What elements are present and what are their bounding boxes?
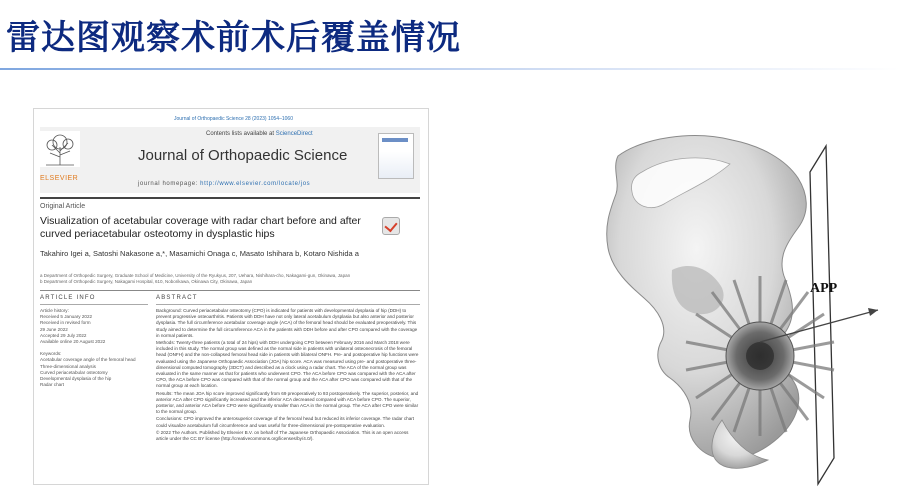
info-line: 29 June 2022 [40, 326, 68, 332]
sciencedirect-link[interactable]: ScienceDirect [275, 131, 313, 137]
info-line: Available online 20 August 2022 [40, 339, 106, 345]
info-line: Received 5 January 2022 [40, 314, 93, 320]
article-type: Original Article [40, 203, 86, 210]
info-line: Acetabular coverage angle of the femoral head [40, 357, 136, 363]
info-line: Accepted 29 July 2022 [40, 332, 87, 338]
check-for-updates-icon[interactable] [382, 217, 400, 235]
info-line: Received in revised form [40, 320, 91, 326]
article-screenshot [33, 108, 429, 485]
section-rule [40, 290, 420, 291]
affiliation-line: b Department of Orthopedic Surgery, Nakagami Hospital, 610, Noborikawa, Okinawa City, Okinawa, Japan [40, 279, 253, 284]
abstract-paragraph: Results: The mean JOA hip score improved significantly from 69 preoperatively to 93 postoperatively. The superior, posterior, and anterior ACA after CPO significantly increased and the inferior ACA decreased compared with ACA before CPO. The superior, posterior, and anterior ACA before CPO were significantly smaller than ACA in the normal group. The ACA after CPO were similar to the normal group. [156, 390, 419, 415]
article-title: Visualization of acetabular coverage with radar chart before and after curved periacetabular osteotomy in dysplastic hips [40, 215, 361, 240]
abstract-paragraph: Background: Curved periacetabular osteotomy (CPO) is indicated for patients with developmental dysplasia of hip (DDH) to prevent progressive osteoarthritis. Patients with DDH have not only lateral acetabulum dysplasia but also anterior and posterior dysplasia. The full circumference acetabular coverage angle (ACA) of the femoral head should be evaluated preoperatively. This study aimed to determine the full circumference ACA in the patients with DDH before and after CPO compared with the coverage in normal patients. [156, 308, 418, 338]
article-info-heading: ARTICLE INFO [40, 295, 96, 301]
abstract-heading: ABSTRACT [156, 295, 198, 301]
slide-title: 雷达图观察术前术后覆盖情况 [6, 18, 461, 58]
homepage-prefix: journal homepage: [138, 181, 201, 187]
contents-prefix: Contents lists available at [206, 131, 276, 137]
abstract-rule [156, 304, 420, 305]
title-divider [0, 68, 900, 70]
contents-line [206, 131, 313, 137]
publisher-logo-text: ELSEVIER [40, 175, 79, 182]
info-line: Developmental dysplasia of the hip [40, 376, 112, 382]
header-rule [40, 197, 420, 199]
journal-name: Journal of Orthopaedic Science [138, 147, 348, 164]
affiliation-line: a Department of Orthopedic Surgery, Graduate School of Medicine, University of the Ryukyus, 207, Uehara, Nishihara-cho, Nakagami-gun, Okinawa, Japan [40, 273, 351, 278]
article-authors: Takahiro Igei a, Satoshi Nakasone a,*, Masamichi Onaga c, Masato Ishihara b, Kotaro Nishida a [40, 249, 359, 258]
journal-homepage [138, 181, 310, 187]
abstract-paragraph: © 2022 The Authors. Published by Elsevier B.V. on behalf of The Japanese Orthopaedic Association. This is an open access article under the CC BY license (http://creativecommons.org/licenses/by/4.0/). [156, 429, 409, 442]
info-line: Curved periacetabular osteotomy [40, 369, 108, 375]
article-affiliations [40, 273, 420, 285]
pelvis-radar-figure [572, 120, 900, 500]
abstract-paragraph: Conclusions: CPO improved the anterosuperior coverage of the femoral head but reduced its inferior coverage. The radar chart could visualize acetabulum full circumference and was useful for three-dimensional pre-postoperative evaluation. [156, 416, 415, 428]
abstract-paragraph: Methods: Twenty-three patients (a total of 24 hips) with DDH undergoing CPO between February 2016 and March 2018 were included in this study. The normal group was defined as the normal side in patients with unilateral osteonecrosis of the femoral head (ONFH) and the non-collapsed femoral head side in patients with bilateral ONFH. Pre- and postoperative hip functions were evaluated using the Japanese Orthopaedic Association (JOA) hip score. ACA was measured using pre- and postoperative three-dimensional computed tomography (3DCT) and described as a clock using a radar chart. The ACA of the normal group was evaluated in the same manner as that for patients who underwent CPO. The ACA before CPO was compared with the ACA after CPO, the ACA before CPO was compared with that of the normal group and the ACA after CPO was compared with that of the normal group at each location. [156, 340, 419, 389]
info-line: Keywords: [40, 351, 62, 357]
app-plane-label: APP [810, 281, 838, 296]
journal-cover-thumbnail [378, 133, 414, 179]
info-line: Article history: [40, 308, 69, 313]
info-rule [40, 304, 148, 305]
info-line: Three-dimensional analysis [40, 363, 96, 369]
homepage-link[interactable]: http://www.elsevier.com/locate/jos [200, 181, 311, 187]
journal-citation[interactable]: Journal of Orthopaedic Science 28 (2023) 1054–1060 [174, 116, 293, 122]
article-info [40, 308, 148, 388]
article-abstract [156, 308, 420, 443]
elsevier-tree-logo [40, 131, 80, 167]
info-line: Radar chart [40, 382, 65, 388]
